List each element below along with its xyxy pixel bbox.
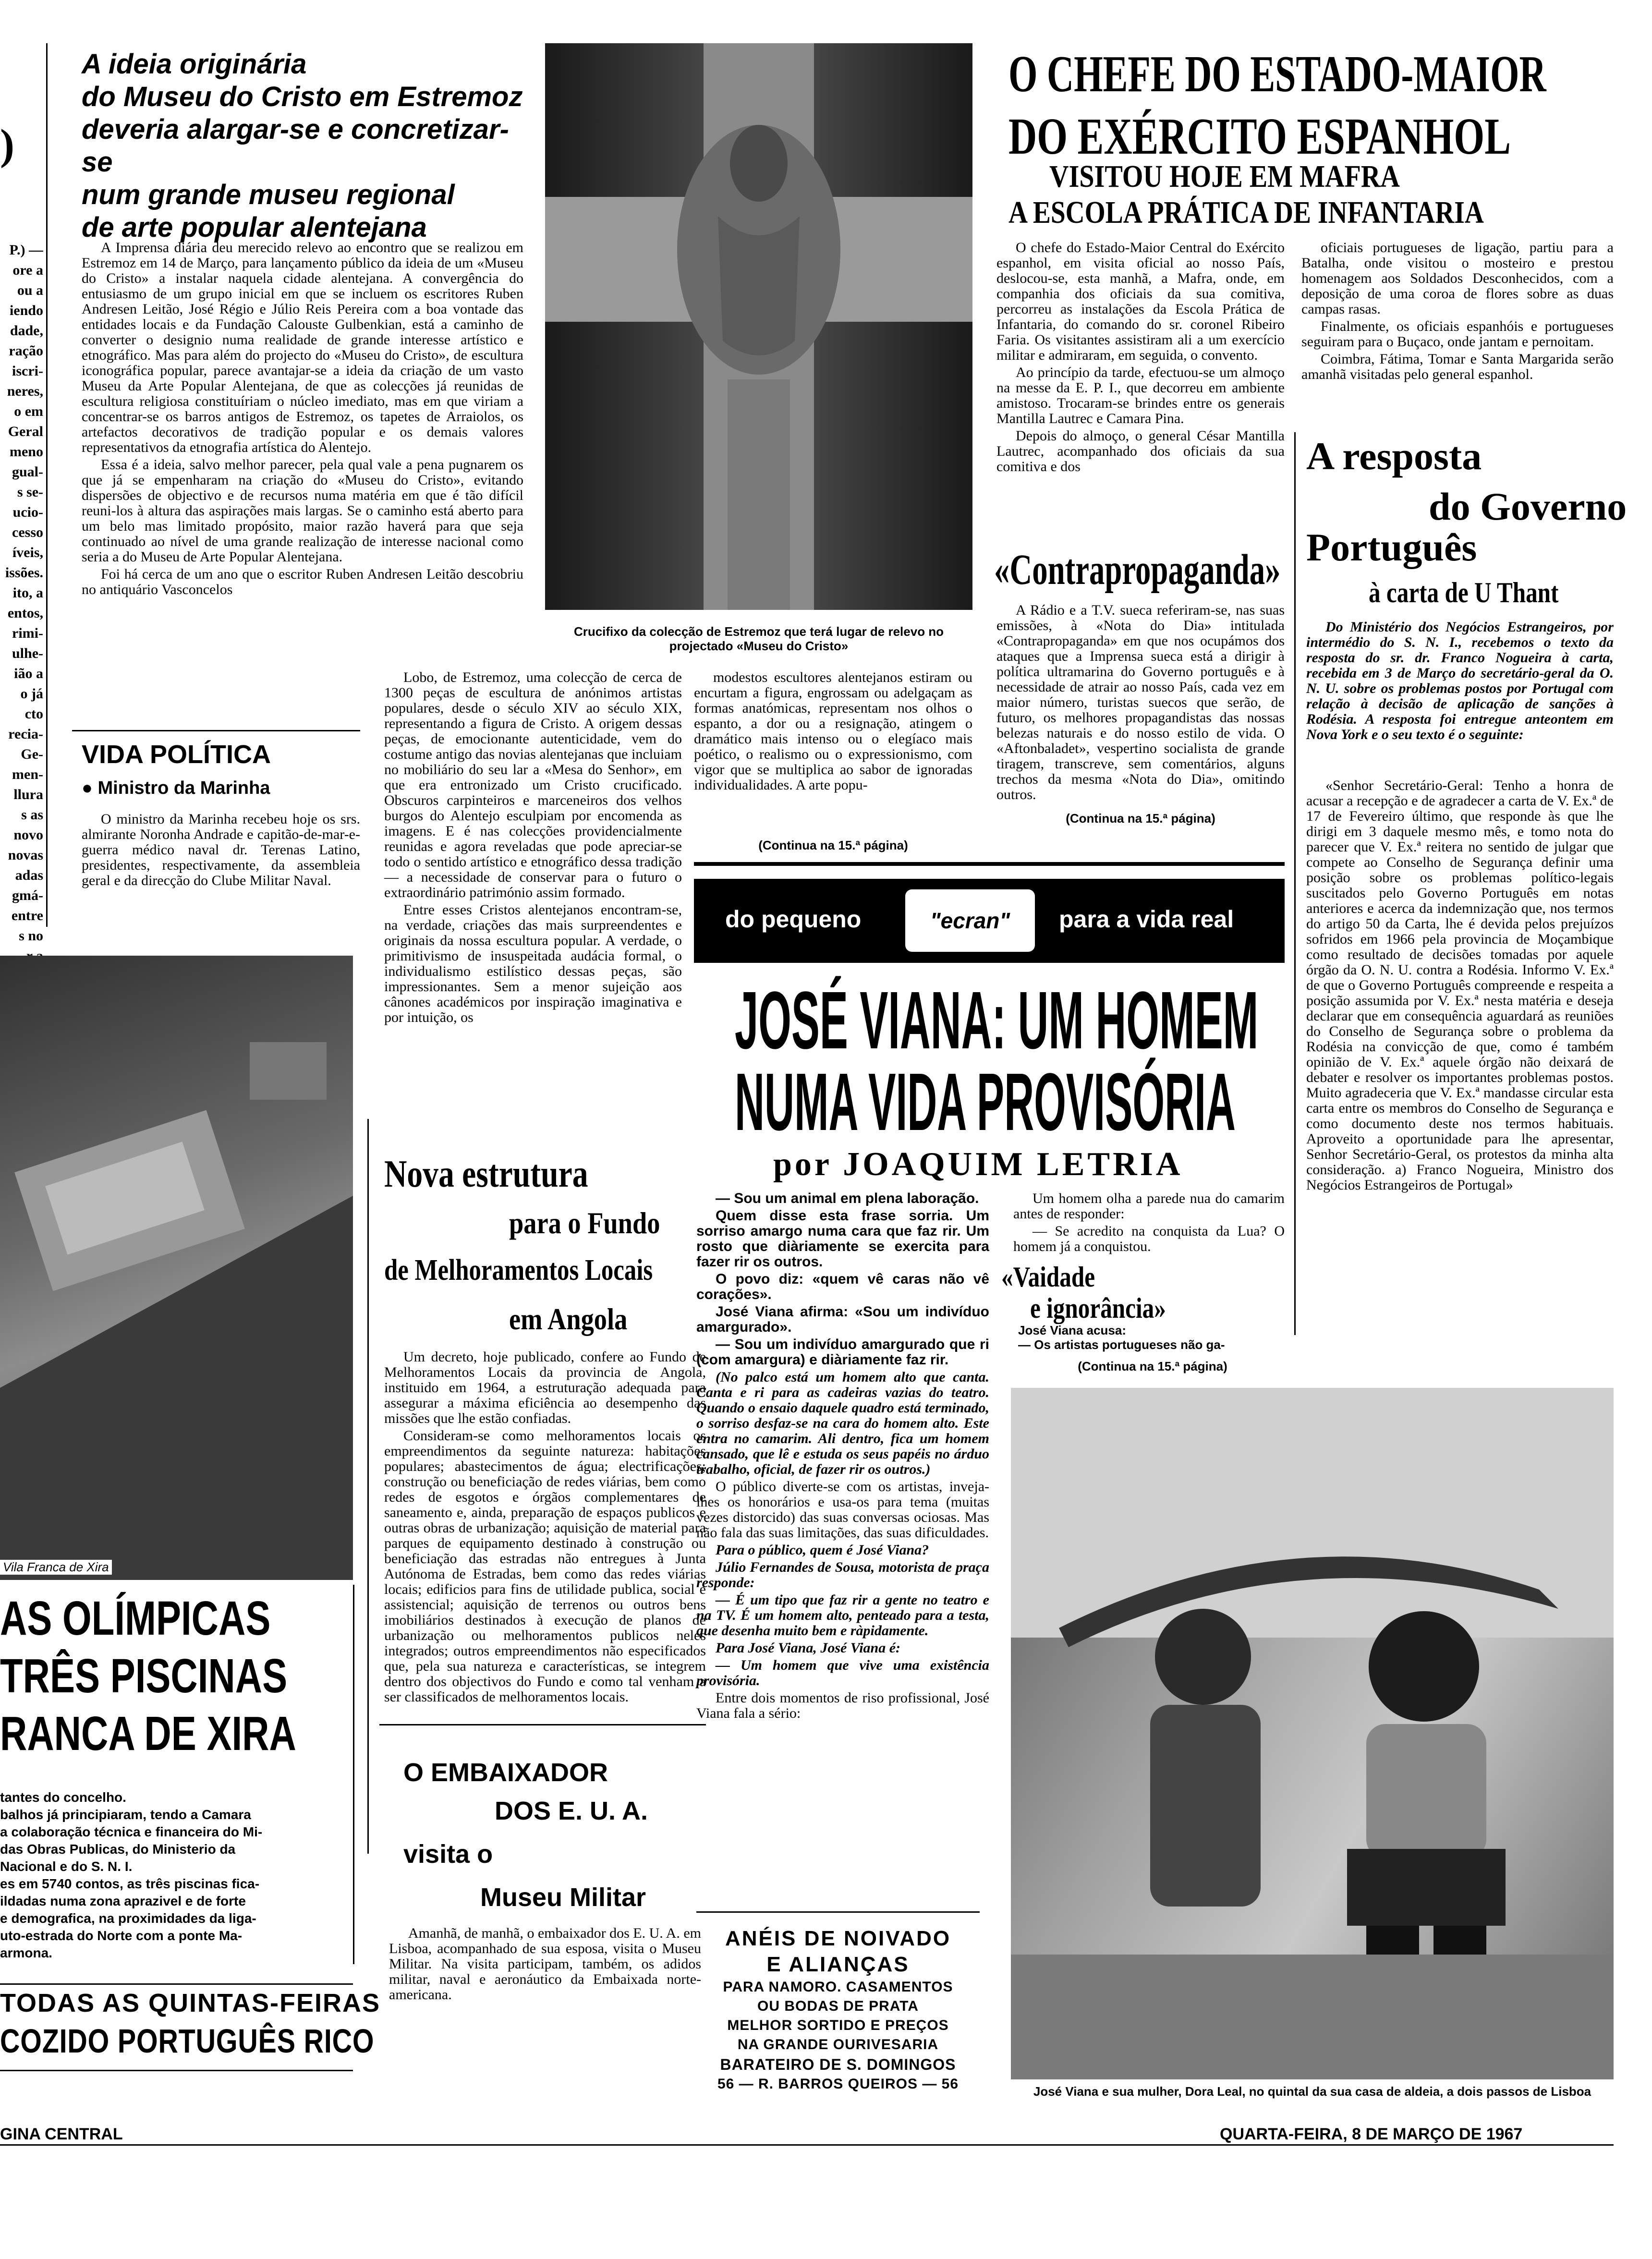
aneis-line: OU BODAS DE PRATA [757, 1998, 919, 2014]
museu-paragraph: Entre esses Cristos alentejanos encontram-se, na verdade, criações das mais surpreendentes e originais da nossa escultura popular. A verdade, o primitivismo de insuspeitada audácia formal, o individualismo estilístico dessas peças, são impressionantes. Sem a menor sujeição aos cânones académicos por inspiração imaginativa e por intuição, os [384, 902, 682, 1025]
museu-paragraph: Foi há cerca de um ano que o escritor Ruben Andresen Leitão descobriu no antiquário Vasconcelos [82, 566, 523, 597]
viana-continua: (Continua na 15.ª página) [1078, 1359, 1227, 1373]
fragment-line: ore a [12, 262, 43, 278]
resposta-headline-1: A resposta [1306, 434, 1482, 478]
fragment-line: s no [19, 928, 43, 944]
embaixador-text: Amanhã, de manhã, o embaixador dos E. U. A. em Lisboa, acompanhado de sua esposa, visita o Museu Militar. Na visita participam, também, os adidos militar, naval e aeronáutico da Embaixada norte-americana. [389, 1925, 701, 2003]
viana-paragraph-italic: (No palco está um homem alto que canta. Canta e ri para as cadeiras vazias do teatro. Quando o ensaio daquele quadro está terminado, o sorriso desfaz-se na cara do homem alto. Este entra no camarim. Ali dentro, fica um homem cansado, que lê e estuda os seus papéis no árduo trabalho, oficial, de fazer rir os outros.) [696, 1369, 989, 1477]
fragment-line: Geral [8, 424, 43, 439]
fragment-line: P.) — [9, 242, 43, 258]
contra-continua: (Continua na 15.ª página) [1066, 811, 1215, 826]
fragment-line: ulhe- [12, 645, 43, 661]
fragment-line: íveis, [12, 545, 43, 560]
aneis-line: NA GRANDE OURIVESARIA [737, 2037, 939, 2053]
embaixador-headline-4: Museu Militar [480, 1883, 646, 1912]
resposta-headline-2: do Governo [1429, 485, 1627, 528]
olimpicas-line: es em 5740 contos, as três piscinas fica- [0, 1876, 260, 1891]
viana-paragraph-italic: — Um homem que vive uma existência provisória. [696, 1657, 989, 1688]
vida-politica-rule [72, 730, 360, 731]
olimpicas-line: tantes do concelho. [0, 1790, 126, 1805]
vaidade-headline-2: e ignorância» [1030, 1292, 1166, 1324]
viana-headline-1: JOSÉ VIANA: UM HOMEM [735, 975, 1259, 1066]
fragment-line: adas [15, 867, 43, 883]
fragment-line: neres, [7, 383, 43, 399]
ecran-rule-top [694, 862, 1285, 866]
aneis-rule [696, 1911, 980, 1913]
vida-politica-sub [82, 778, 270, 799]
fragment-line: s se- [17, 484, 43, 500]
resposta-body [1306, 778, 1614, 1195]
museu-col2 [384, 670, 682, 1027]
aerial-illustration [0, 956, 353, 1580]
vaidade-line: José Viana acusa: [1018, 1323, 1126, 1337]
viana-paragraph-bold: Quem disse esta frase sorria. Um sorriso amargo numa cara que faz rir. Um rosto que diàriamente se exercita para fazer rir os outros. [696, 1208, 989, 1270]
fundo-headline-3: de Melhoramentos Locais [384, 1254, 653, 1287]
fragment-line: entos, [7, 605, 43, 621]
vila-franca-caption: Vila Franca de Xira [0, 1560, 112, 1575]
chefe-col2 [1301, 240, 1614, 384]
ecran-banner [694, 879, 1285, 963]
chefe-paragraph: Finalmente, os oficiais espanhóis e portugueses seguiram para o Buçaco, onde jantam e pernoitam. [1301, 318, 1614, 350]
viana-paragraph-bold: — Sou um animal em plena laboração. [716, 1190, 979, 1206]
viana-paragraph-italic: Para o público, quem é José Viana? [716, 1542, 929, 1558]
fragment-line: o em [14, 403, 43, 419]
museu-headline-line: A ideia originária [82, 49, 307, 80]
contra-body [996, 603, 1285, 804]
embaixador-headline-2: DOS E. U. A. [495, 1797, 648, 1825]
fragment-line: iscri- [12, 363, 43, 379]
viana-paragraph: Um homem olha a parede nua do camarim antes de responder: [1013, 1190, 1285, 1222]
crucifix-illustration [545, 43, 972, 610]
chefe-sub-2: A ESCOLA PRÁTICA DE INFANTARIA [1008, 195, 1484, 230]
crucifix-photo [545, 43, 972, 610]
fundo-paragraph: Um decreto, hoje publicado, confere ao Fundo de Melhoramentos Locais da provincia de Angola, instituido em 1964, a estruturação adequada para assegurar a máxima eficiência ao desempenho das missões que lhe estão confiadas. [384, 1349, 706, 1426]
olimpicas-line: armona. [0, 1945, 52, 1960]
footer-left: GINA CENTRAL [0, 2125, 130, 2144]
fragment-line: meno [10, 444, 43, 460]
fragment-line: entre [11, 908, 43, 923]
divider-olimpicas [353, 1585, 354, 1964]
vaidade-line: — Os artistas portugueses não ga- [1018, 1337, 1225, 1352]
aneis-ad [696, 1926, 980, 2094]
fragment-line: ou a [17, 282, 43, 298]
chefe-col1 [996, 240, 1285, 476]
olimpicas-headline-line: AS OLÍMPICAS [0, 1591, 271, 1645]
aneis-line: ANÉIS DE NOIVADO [725, 1927, 951, 1950]
museu-paragraph: Lobo, de Estremoz, uma colecção de cerca de 1300 peças de escultura de anónimos artistas populares, desde o século XIV ao século XIX, representando a figura de Cristo. A origem dessas peças, de emocionante autenticidade, vem do costume antigo das novias alentejanas que incluiam no mobiliário do seu lar a «Mesa do Senhor», em que era entronizado um Cristo crucificado. Obscuros carpinteiros e marceneiros dos velhos burgos do Alentejo esculpiam por encomenda as imagens. E é nas colecções providencialmente reunidas e agora reveladas que pode apreciar-se todo o sentido artístico e etnográfico dessa tradição — a necessidade de conservar para o futuro o extraordinário património assim formado. [384, 669, 682, 900]
vida-politica-text: O ministro da Marinha recebeu hoje os srs. almirante Noronha Andrade e capitão-de-mar-e-guerra médico naval dr. Terenas Latino, presidentes, respectivamente, da assembleia geral e da direcção do Clube Militar Naval. [82, 811, 360, 888]
fragment-line: ração [9, 343, 43, 359]
contra-paragraph: A Rádio e a T.V. sueca referiram-se, nas suas emissões, à «Nota do Dia» intitulada «Contrapropaganda» em que nos ocupámos dos ataques que a Imprensa sueca está a dirigir à política ultramarina do Governo português e à necessidade de atrair ao nosso País, cada vez em maior número, turistas suecos que serão, de futuro, os melhores propagandistas das nossas belezas naturais e do nosso estilo de vida. O «Aftonbaladet», vespertino socialista de grande tiragem, transcreve, sem comentários, alguns trechos da mesma «Nota do Dia», omitindo outros. [996, 602, 1285, 802]
vila-franca-photo [0, 956, 353, 1580]
vaidade-body [1018, 1323, 1287, 1352]
museu-col1 [82, 240, 523, 599]
chefe-paragraph: Ao princípio da tarde, efectuou-se um almoço na messe da E. P. I., que decorreu em ambiente amistoso. Trocaram-se brindes entre os generais Mantilla Lautrec e Camara Pina. [996, 364, 1285, 426]
museu-paragraph: modestos escultores alentejanos estiram ou encurtam a figura, engrossam ou adelgaçam as formas anatómicas, representam nos olhos o espanto, a dor ou a resignação, atingem o dramático mais intenso ou o elegíaco mais poético, o realismo ou o expressionismo, com vigor que se multiplica ao sabor de ignoradas individualidades. A arte popu- [694, 669, 972, 793]
museu-headline-line: deveria alargar-se e concretizar-se [82, 114, 509, 178]
fundo-headline-1: Nova estrutura [384, 1153, 588, 1195]
viana-headline-2: NUMA VIDA PROVISÓRIA [735, 1057, 1236, 1148]
museu-paragraph: A Imprensa diária deu merecido relevo ao encontro que se realizou em Estremoz em 14 de Março, para lançamento público da ideia de um «Museu do Cristo» a instalar naquela cidade alentejana. A convergência do entusiasmo de um grupo inicial em que se incluem os escritores Ruben Andresen Leitão, José Régio e Júlio Reis Pereira com a boa vontade das entidades locais e da Fundação Calouste Gulbenkian, está a caminho de converter o designio numa realidade de grande interesse artístico e etnográfico. Mas para além do projecto do «Museu do Cristo», de escultura iconográfica popular, parece avantajar-se a ideia da criação de um vasto Museu da Arte Popular Alentejana, de que as colecções já reunidas de escultura religiosa constituíriam o núcleo imediato, mas em que viriam a concentrar-se os barros antigos de Estremoz, os tapetes de Arraiolos, os artefactos decorativos de tradição popular e os demais valores representativos da etnografia artística do Alentejo. [82, 240, 523, 455]
viana-paragraph-bold: — Sou um indivíduo amargurado que ri (com amargura) e diàriamente faz rir. [696, 1336, 989, 1368]
couple-illustration [1011, 1388, 1614, 2079]
olimpicas-headline [0, 1590, 296, 1762]
fragment-line: llura [13, 787, 43, 802]
chefe-headline-2: DO EXÉRCITO ESPANHOL [1008, 108, 1511, 165]
fragment-line: ucio- [12, 504, 43, 520]
vida-politica-title: VIDA POLÍTICA [82, 740, 271, 769]
viana-paragraph-bold: José Viana afirma: «Sou um indivíduo amargurado». [696, 1304, 989, 1335]
fragment-line: issões. [5, 565, 43, 581]
viana-paragraph: — Se acredito na conquista da Lua? O homem já a conquistou. [1013, 1223, 1285, 1254]
quintas-rule-top [0, 1983, 353, 1985]
viana-photo-caption: José Viana e sua mulher, Dora Leal, no quintal da sua casa de aldeia, a dois passos de Lisboa [1011, 2084, 1614, 2099]
ecran-left: do pequeno [725, 906, 862, 933]
viana-col2 [1013, 1191, 1285, 1256]
viana-photo [1011, 1388, 1614, 2079]
fragment-line: iendo [9, 303, 43, 318]
olimpicas-line: das Obras Publicas, do Ministerio da [0, 1842, 236, 1857]
fragment-line: gual- [12, 464, 43, 480]
viana-paragraph-italic: Para José Viana, José Viana é: [716, 1640, 901, 1656]
footer-rule [0, 2144, 1614, 2146]
resposta-headline-3: Português [1306, 525, 1477, 569]
olimpicas-line: e demografica, na proximidades da liga- [0, 1911, 256, 1926]
crucifix-caption: Crucifixo da colecção de Estremoz que terá lugar de relevo no projectado «Museu do Cristo» [573, 624, 944, 653]
aneis-line: E ALIANÇAS [766, 1953, 910, 1976]
ecran-box: "ecran" [905, 889, 1035, 952]
fragment-line: s as [21, 807, 43, 823]
museu-headline-line: do Museu do Cristo em Estremoz [82, 81, 523, 112]
olimpicas-headline-line: RANCA DE XIRA [0, 1707, 296, 1761]
resposta-lead-text: Do Ministério dos Negócios Estrangeiros, por intermédio do S. N. I., recebemos o texto da resposta do sr. dr. Franco Nogueira à carta, recebida em 3 de Março do secretário-geral da O. N. U. sobre os problemas postos por Portugal com relação à decisão de aplicação de sanções à Rodésia. A resposta foi entregue anteontem em Nova York e o seu texto é o seguinte: [1306, 619, 1614, 742]
embaixador-headline-3: visita o [403, 1840, 493, 1869]
divider-resposta [1294, 432, 1296, 1335]
viana-paragraph-italic: Júlio Fernandes de Sousa, motorista de praça responde: [696, 1559, 989, 1591]
fundo-headline-4: em Angola [509, 1302, 628, 1336]
olimpicas-line: uto-estrada do Norte com a ponte Ma- [0, 1928, 243, 1943]
olimpicas-line: Nacional e do S. N. I. [0, 1859, 133, 1874]
ecran-right: para a vida real [1059, 906, 1234, 933]
embaixador-headline-1: O EMBAIXADOR [403, 1758, 608, 1787]
olimpicas-headline-line: TRÊS PISCINAS [0, 1649, 288, 1703]
fragment-line: ito, a [12, 585, 43, 601]
aneis-line: MELHOR SORTIDO E PREÇOS [727, 2017, 949, 2033]
quintas-line1: TODAS AS QUINTAS-FEIRAS [0, 1989, 381, 2017]
fragment-line: novo [13, 827, 43, 843]
divider-left [46, 43, 48, 927]
fragment-line: cesso [12, 524, 43, 540]
olimpicas-line: a colaboração técnica e financeira do Mi- [0, 1824, 263, 1839]
fundo-paragraph: Consideram-se como melhoramentos locais os empreendimentos da seguinte natureza: habitações populares; abastecimentos de água; electrificações; construção ou beneficiação de redes viárias, bem como redes de esgotos e órgãos complementares de saneamento e, ainda, preparação de espaços publicos e outras obras de urbanização; aquisição de material para parques de equipamento destinado à construção ou beneficiação das estradas não entregues à Junta Autónoma de Estradas, bem como das redes viárias locais; edificios para fins de utilidade publica, social e assistencial; aquisição de terrenos ou outros bens imobiliários destinados à execução de planos de urbanização ou melhoramentos publicos neles integrados; outros empreendimentos não especificados que, pela sua natureza e características, se integrem dentro dos objectivos do Fundo e como tal venham a ser classificados de melhoramentos locais. [384, 1428, 706, 1705]
viana-byline: por JOAQUIM LETRIA [773, 1146, 1183, 1183]
fundo-headline-2: para o Fundo [509, 1206, 660, 1240]
contra-headline: «Contrapropaganda» [994, 546, 1281, 594]
fragment-line: gmá- [12, 887, 43, 903]
resposta-lead [1306, 619, 1614, 744]
paren-fragment: ) [0, 121, 14, 169]
aneis-line: PARA NAMORO. CASAMENTOS [723, 1979, 953, 1995]
viana-paragraph-bold: O povo diz: «quem vê caras não vê corações». [696, 1271, 989, 1302]
vida-politica-sub-label: Ministro da Marinha [97, 778, 270, 798]
fragment-line: cto [24, 706, 43, 722]
viana-paragraph: O público diverte-se com os artistas, inveja-lhes os honorários e usa-os para tema (muitas vezes distorcido) das suas conversas ociosas. Mas não fala das suas limitações, das suas dificuldades. [696, 1479, 989, 1541]
vida-politica-body [82, 812, 360, 890]
embaixador-body [389, 1926, 701, 2004]
chefe-paragraph: O chefe do Estado-Maior Central do Exército espanhol, em visita oficial ao nosso País, deslocou-se, esta manhã, a Mafra, onde, em companhia dos oficiais da sua comitiva, percorreu as instalações da Escola Prática de Infantaria, do comando do sr. coronel Ribeiro Faria. Os visitantes assistiram ali a um exercício militar e admiraram, em seguida, o convento. [996, 240, 1285, 363]
bullet-icon: ● [82, 778, 98, 798]
museu-col3 [694, 670, 972, 795]
museu-headline-line: de arte popular alentejana [82, 212, 427, 243]
quintas-line2: COZIDO PORTUGUÊS RICO [0, 2022, 375, 2060]
quintas-rule-bottom [0, 2070, 353, 2071]
olimpicas-body [0, 1789, 346, 1962]
chefe-paragraph: Coimbra, Fátima, Tomar e Santa Margarida serão amanhã visitadas pelo general espanhol. [1301, 351, 1614, 382]
fragment-line: dade, [10, 323, 43, 339]
viana-col1 [696, 1191, 989, 1723]
fragment-line: rimi- [12, 625, 43, 641]
fundo-body [384, 1349, 706, 1707]
chefe-paragraph: Depois do almoço, o general César Mantilla Lautrec, acompanhado dos oficiais da sua comitiva e dos [996, 428, 1285, 474]
chefe-headline-1: O CHEFE DO ESTADO-MAIOR [1008, 46, 1546, 103]
resposta-sub: à carta de U Thant [1369, 577, 1559, 608]
vaidade-headline-1: «Vaidade [1001, 1261, 1095, 1293]
museu-headline-line: num grande museu regional [82, 179, 455, 210]
chefe-sub-1: VISITOU HOJE EM MAFRA [1049, 159, 1400, 194]
museu-paragraph: Essa é a ideia, salvo melhor parecer, pela qual vale a pena pugnarem os que já se empenharam na criação do «Museu do Cristo», evitando dispersões de objectivo e de recursos numa matéria em que é tão difícil reuni-los à altura das aspirações mais largas. Se o caminho está aberto para um belo mas limitado propósito, maior razão haverá para que seja continuado ao nível de uma grande realização de interesse nacional como seria a do Museu de Arte Popular Alentejana. [82, 457, 523, 565]
divider-fundo [367, 1119, 369, 1854]
museu-continua: (Continua na 15.ª página) [758, 838, 908, 852]
olimpicas-line: balhos já principiaram, tendo a Camara [0, 1807, 251, 1822]
resposta-paragraph: «Senhor Secretário-Geral: Tenho a honra de acusar a recepção e de agradecer a carta de V. Ex.ª de 17 de Fevereiro último, que responde às que lhe dirigi em 3 daquele mesmo mês, e tomo nota do parecer que V. Ex.ª reitera no sentido de julgar que compete ao Conselho de Segurança definir uma posição sobre os problemas político-legais suscitados pelo Governo Português em notas anteriores e acerca da indemnização que, nos termos do artigo 50 da Carta, lhe é devida pelos prejuízos sofridos em 1966 pela provincia de Moçambique como resultado de decisões tomadas por aquele órgão da O. N. U. contra a Rodésia. Informo V. Ex.ª de que o Governo Português compreende e respeita a posição assumida por V. Ex.ª nesta matéria e deseja declarar que em consequência aguardará as reuniões do Conselho de Segurança sobre o problema da Rodésia na convicção de que, como é também opinião de V. Ex.ª aquele órgão não deixará de debater e resolver os importantes problemas postos. Muito agradeceria que V. Ex.ª mandasse circular esta carta entre os membros do Conselho de Segurança e como documento deste nos termos habituais. Aproveito a oportunidade para lhe apresentar, Senhor Secretário-Geral, os protestos da minha alta consideração. a) Franco Nogueira, Ministro dos Negócios Estrangeiros de Portugal» [1306, 777, 1614, 1193]
fragment-line: Ge- [21, 746, 43, 762]
fragment-line: men- [12, 766, 43, 782]
embaixador-rule [379, 1724, 706, 1725]
chefe-paragraph: oficiais portugueses de ligação, partiu para a Batalha, onde visitou o mosteiro e prestou homenagem aos Soldados Desconhecidos, com a deposição de uma coroa de flores sobre as duas campas rasas. [1301, 240, 1614, 317]
fragment-line: o já [20, 686, 43, 702]
fragment-line: recia- [8, 726, 43, 742]
olimpicas-line: ildadas numa zona aprazivel e de forte [0, 1894, 246, 1908]
fragment-line: ião a [14, 666, 43, 681]
fragment-line: novas [8, 847, 43, 863]
viana-paragraph: Entre dois momentos de riso profissional, José Viana fala a sério: [696, 1690, 989, 1721]
footer-right: QUARTA-FEIRA, 8 DE MARÇO DE 1967 [1215, 2125, 1527, 2144]
museu-headline [82, 48, 528, 244]
aneis-line: 56 — R. BARROS QUEIROS — 56 [717, 2076, 959, 2092]
viana-paragraph-italic: — É um tipo que faz rir a gente no teatro e na TV. É um homem alto, penteado para a testa, que desenha muito bem e ràpidamente. [696, 1592, 989, 1639]
aneis-line: BARATEIRO DE S. DOMINGOS [720, 2056, 956, 2073]
